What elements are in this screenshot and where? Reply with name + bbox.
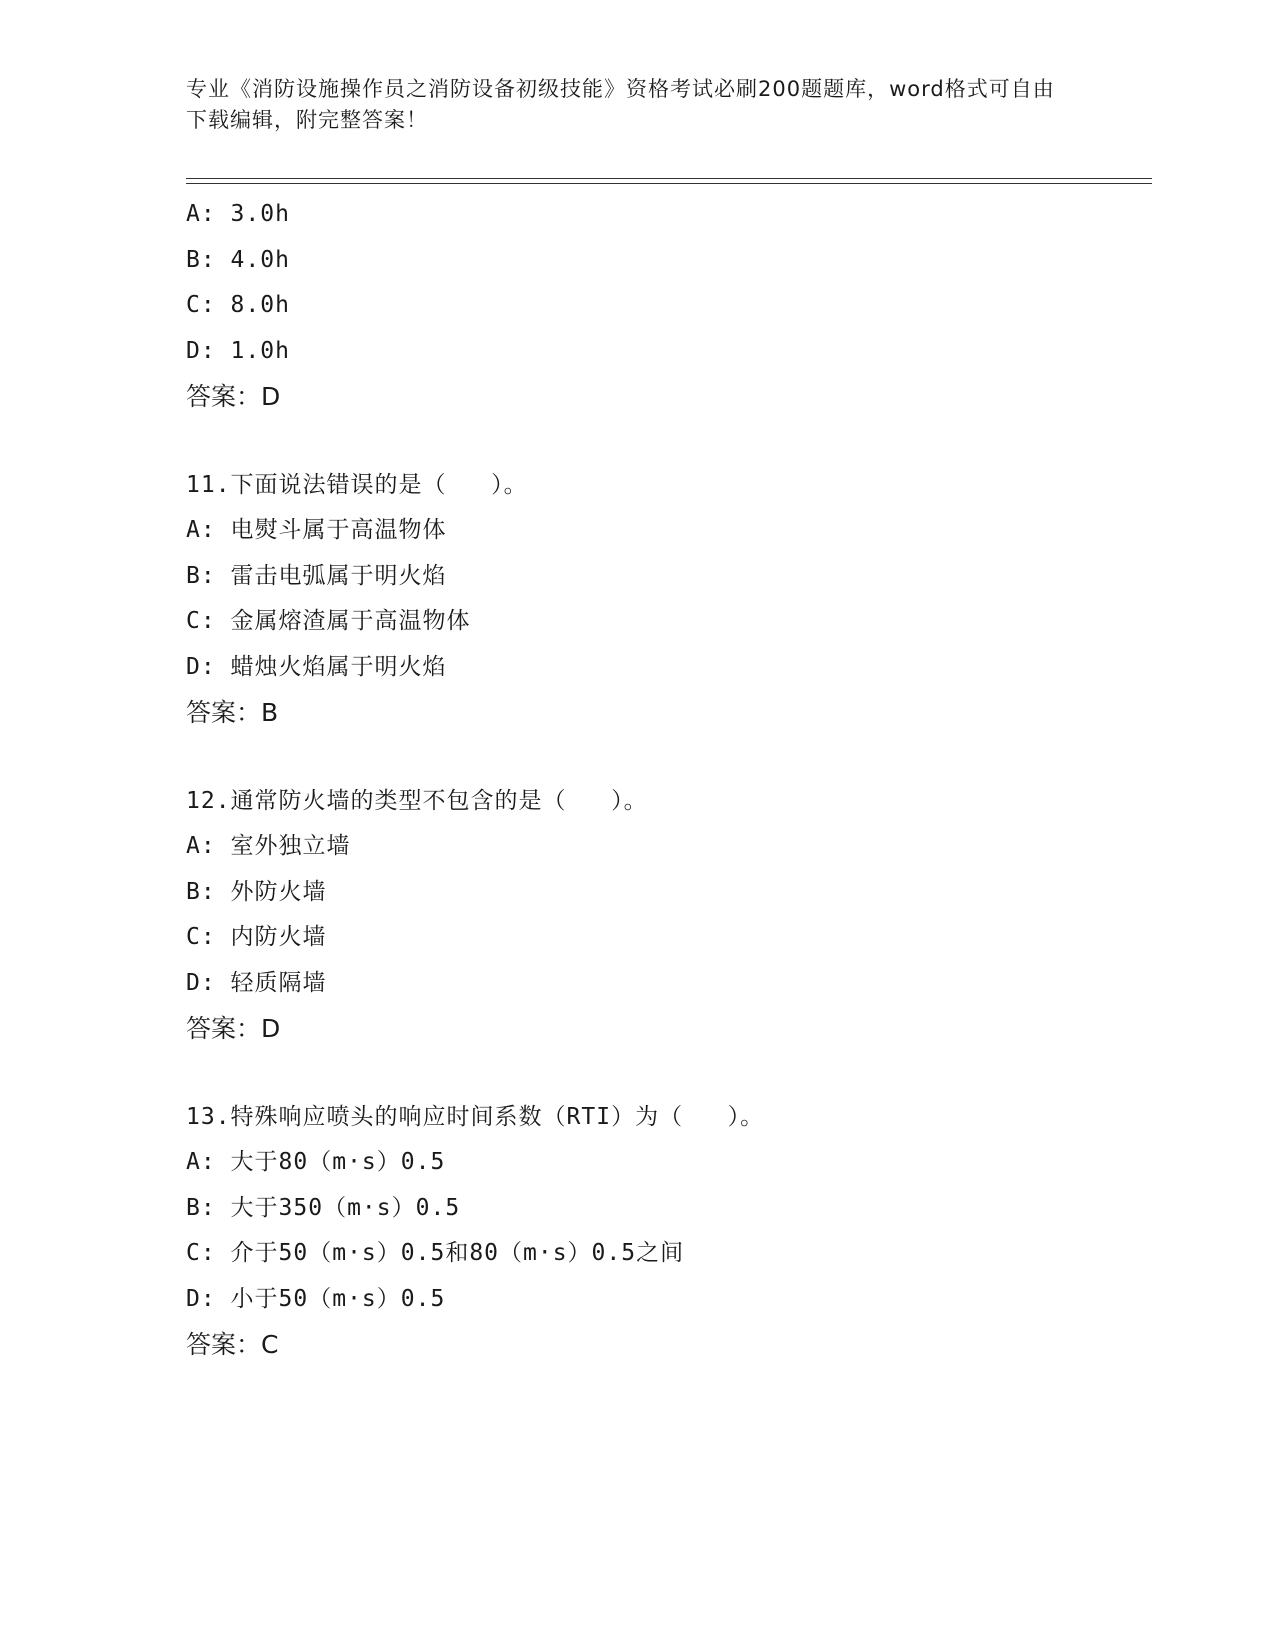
option-c: C: 8.0h (186, 292, 290, 318)
answer: 答案：C (186, 1330, 279, 1359)
option-b: B: 雷击电弧属于明火焰 (186, 562, 447, 589)
option-c: C: 金属熔渣属于高温物体 (186, 608, 471, 634)
option-c: C: 内防火墙 (186, 924, 327, 950)
question-11 (186, 463, 1146, 736)
option-b: B: 外防火墙 (186, 878, 327, 905)
answer: 答案：D (186, 1014, 281, 1043)
question-stem: 13.特殊响应喷头的响应时间系数（RTI）为（ ）。 (186, 1103, 765, 1130)
document-header: 专业《消防设施操作员之消防设备初级技能》资格考试必刷200题题库，word格式可自由下载编辑，附完整答案！ (186, 77, 1055, 132)
answer: 答案：B (186, 698, 279, 727)
option-d: D: 小于50（m·s）0.5 (186, 1285, 446, 1312)
option-a: A: 大于80（m·s）0.5 (186, 1149, 446, 1175)
answer: 答案：D (186, 382, 281, 411)
partial-question (186, 192, 1146, 420)
question-12 (186, 779, 1146, 1052)
question-list (186, 192, 1146, 1411)
option-d: D: 蜡烛火焰属于明火焰 (186, 653, 447, 680)
question-stem: 11.下面说法错误的是（ ）。 (186, 471, 528, 498)
header-divider (186, 178, 1152, 184)
option-c: C: 介于50（m·s）0.5和80（m·s）0.5之间 (186, 1240, 685, 1266)
option-d: D: 轻质隔墙 (186, 969, 327, 996)
option-a: A: 电熨斗属于高温物体 (186, 517, 447, 543)
option-b: B: 4.0h (186, 246, 290, 273)
option-d: D: 1.0h (186, 337, 290, 364)
option-a: A: 3.0h (186, 201, 290, 227)
option-a: A: 室外独立墙 (186, 833, 351, 859)
question-13 (186, 1095, 1146, 1368)
option-b: B: 大于350（m·s）0.5 (186, 1194, 461, 1221)
question-stem: 12.通常防火墙的类型不包含的是（ ）。 (186, 787, 648, 814)
